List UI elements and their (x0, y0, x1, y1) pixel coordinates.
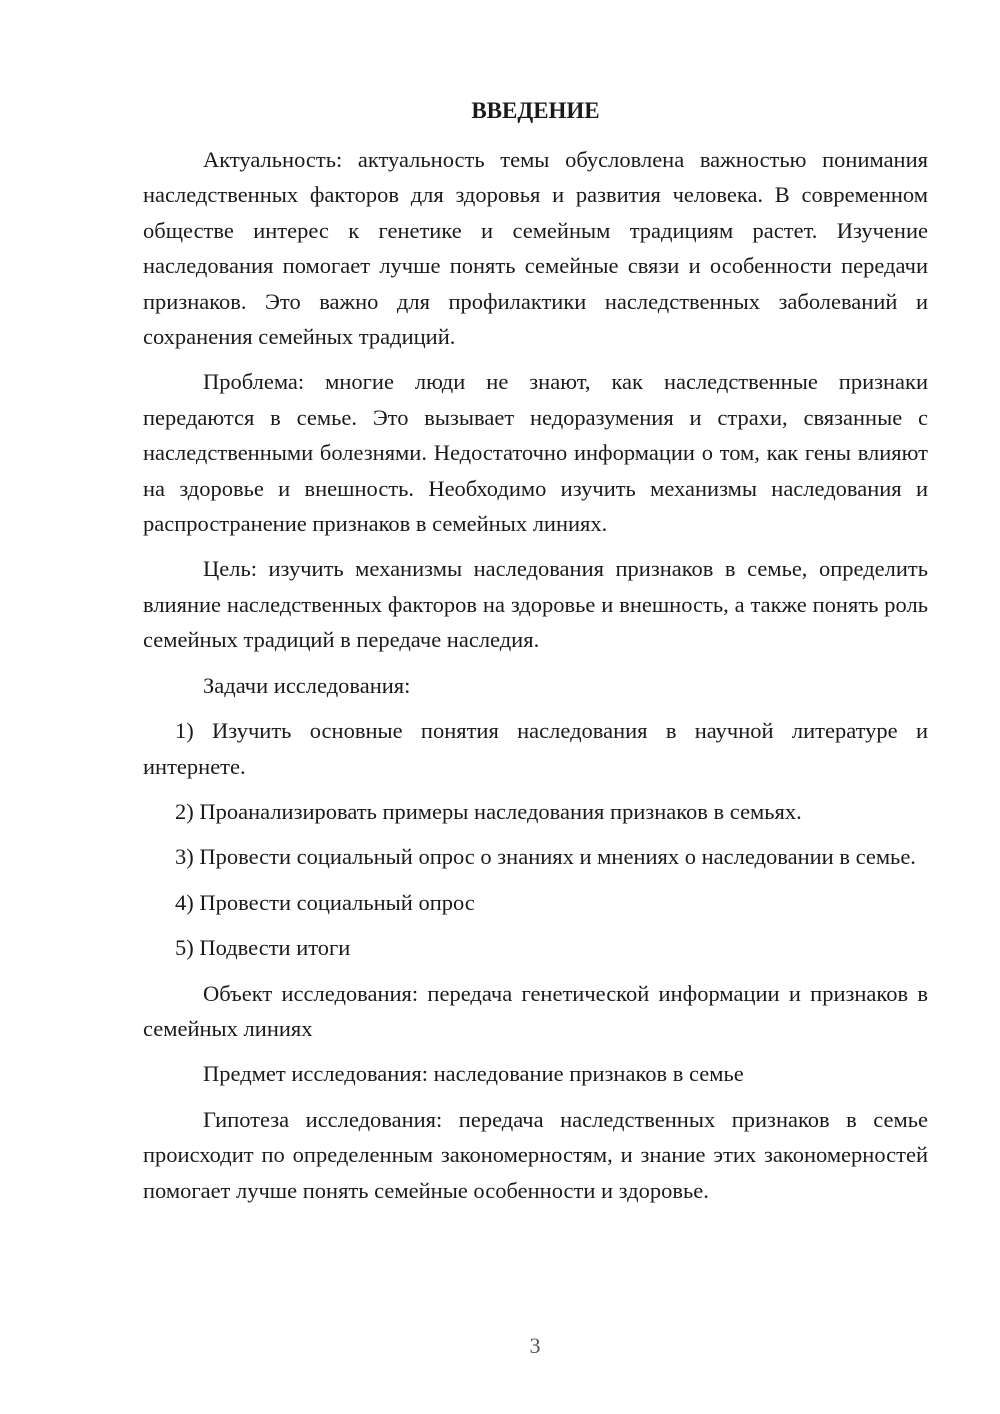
paragraph-goal: Цель: изучить механизмы наследования признаков в семье, определить влияние наследственных факторов на здоровье и внешность, а также понять роль семейных традиций в передаче наследия. (143, 556, 928, 653)
paragraph-problem: Проблема: многие люди не знают, как наследственные признаки передаются в семье. Это вызывает недоразумения и страхи, связанные с наследственными болезнями. Недостаточно информации о том, как гены влияют на здоровье и внешность. Необходимо изучить механизмы наследования и распространение признаков в семейных линиях. (143, 369, 928, 537)
task-item-2: 2) Проанализировать примеры наследования признаков в семьях. (175, 798, 802, 824)
page-number: 3 (529, 1333, 541, 1358)
task-item-4: 4) Провести социальный опрос (175, 889, 475, 915)
paragraph-object: Объект исследования: передача генетической информации и признаков в семейных линиях (143, 980, 928, 1041)
page-title: ВВЕДЕНИЕ (471, 98, 600, 123)
document-page (143, 96, 928, 1218)
paragraph-relevance: Актуальность: актуальность темы обусловлена важностью понимания наследственных факторов для здоровья и развития человека. В современном обществе интерес к генетике и семейным традициям растет. Изучение наследования помогает лучше понять семейные связи и особенности передачи признаков. Это важно для профилактики наследственных заболеваний и сохранения семейных традиций. (143, 147, 928, 350)
paragraph-tasks-heading: Задачи исследования: (203, 672, 411, 698)
task-item-1: 1) Изучить основные понятия наследования в научной литературе и интернете. (143, 718, 928, 779)
paragraph-subject: Предмет исследования: наследование признаков в семье (203, 1061, 744, 1087)
task-item-5: 5) Подвести итоги (175, 935, 351, 961)
task-item-3: 3) Провести социальный опрос о знаниях и мнениях о наследовании в семье. (175, 844, 916, 870)
paragraph-hypothesis: Гипотеза исследования: передача наследственных признаков в семье происходит по определенным закономерностям, и знание этих закономерностей помогает лучше понять семейные особенности и здоровье. (143, 1106, 928, 1203)
